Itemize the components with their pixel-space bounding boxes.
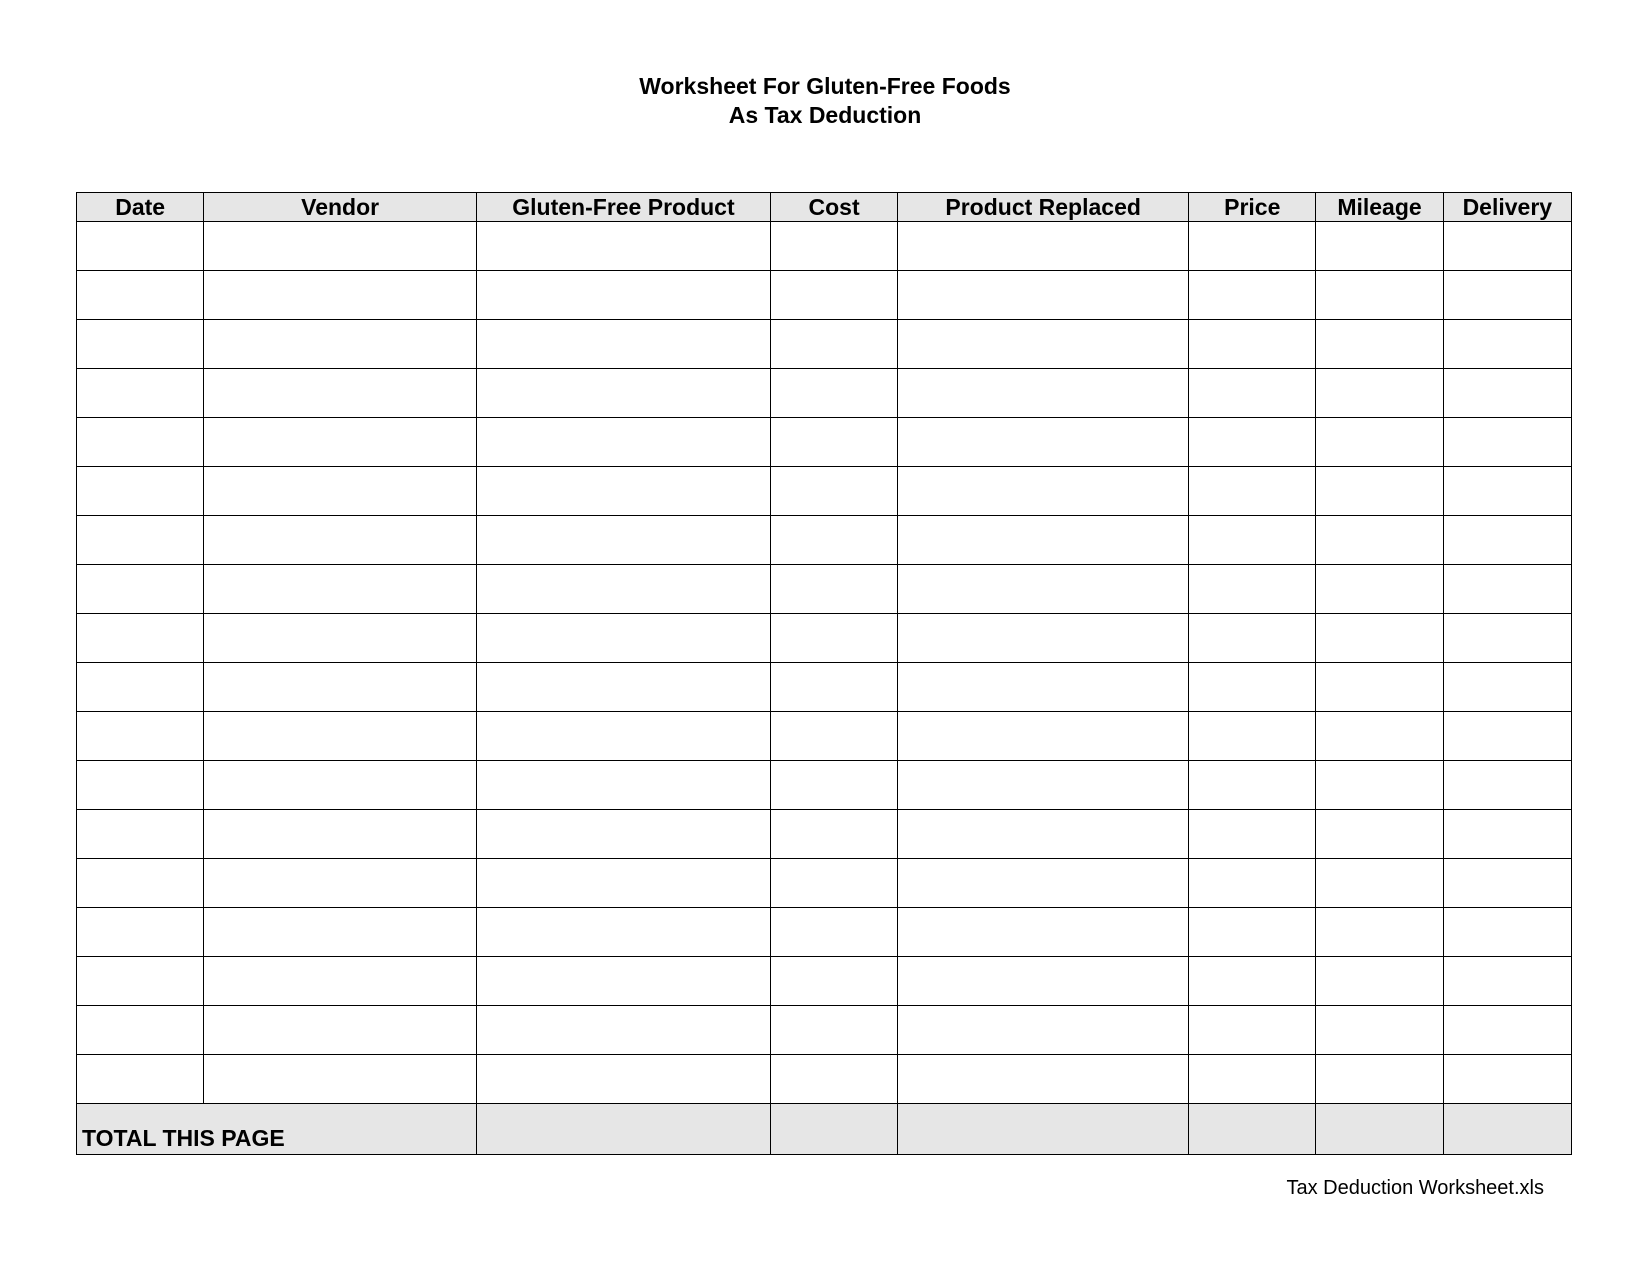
title-line-1: Worksheet For Gluten-Free Foods bbox=[639, 73, 1011, 99]
cell-vendor[interactable] bbox=[204, 908, 477, 957]
cell-delivery[interactable] bbox=[1443, 271, 1571, 320]
cell-price[interactable] bbox=[1189, 565, 1316, 614]
total-label: TOTAL THIS PAGE bbox=[77, 1104, 477, 1155]
table-row bbox=[77, 957, 1572, 1006]
cell-gluten-free-product[interactable] bbox=[477, 810, 771, 859]
cell-cost[interactable] bbox=[770, 908, 897, 957]
cell-product-replaced[interactable] bbox=[898, 957, 1189, 1006]
cell-vendor[interactable] bbox=[204, 663, 477, 712]
cell-product-replaced[interactable] bbox=[898, 810, 1189, 859]
cell-price[interactable] bbox=[1189, 516, 1316, 565]
table-row bbox=[77, 1055, 1572, 1104]
cell-gluten-free-product[interactable] bbox=[477, 614, 771, 663]
cell-cost[interactable] bbox=[770, 712, 897, 761]
table-row bbox=[77, 859, 1572, 908]
table-row bbox=[77, 1006, 1572, 1055]
cell-date[interactable] bbox=[77, 222, 204, 271]
footer-filename: Tax Deduction Worksheet.xls bbox=[1286, 1177, 1544, 1199]
cell-price[interactable] bbox=[1189, 810, 1316, 859]
cell-delivery[interactable] bbox=[1443, 565, 1571, 614]
cell-date[interactable] bbox=[77, 418, 204, 467]
cell-date[interactable] bbox=[77, 467, 204, 516]
column-header-vendor: Vendor bbox=[204, 193, 477, 222]
cell-gluten-free-product[interactable] bbox=[477, 320, 771, 369]
cell-mileage[interactable] bbox=[1316, 908, 1443, 957]
cell-gluten-free-product[interactable] bbox=[477, 712, 771, 761]
table-row bbox=[77, 271, 1572, 320]
cell-price[interactable] bbox=[1189, 369, 1316, 418]
table-row bbox=[77, 467, 1572, 516]
cell-product-replaced[interactable] bbox=[898, 320, 1189, 369]
column-header-date: Date bbox=[77, 193, 204, 222]
cell-date[interactable] bbox=[77, 565, 204, 614]
cell-date[interactable] bbox=[77, 761, 204, 810]
cell-product-replaced[interactable] bbox=[898, 761, 1189, 810]
cell-delivery[interactable] bbox=[1443, 320, 1571, 369]
cell-gluten-free-product[interactable] bbox=[477, 957, 771, 1006]
total-row bbox=[77, 1104, 1572, 1155]
table-row bbox=[77, 516, 1572, 565]
cell-price[interactable] bbox=[1189, 957, 1316, 1006]
table-row bbox=[77, 222, 1572, 271]
cell-product-replaced[interactable] bbox=[898, 1006, 1189, 1055]
cell-vendor[interactable] bbox=[204, 467, 477, 516]
cell-gluten-free-product[interactable] bbox=[477, 418, 771, 467]
cell-price[interactable] bbox=[1189, 467, 1316, 516]
cell-date[interactable] bbox=[77, 320, 204, 369]
cell-price[interactable] bbox=[1189, 663, 1316, 712]
cell-vendor[interactable] bbox=[204, 565, 477, 614]
cell-date[interactable] bbox=[77, 712, 204, 761]
cell-mileage[interactable] bbox=[1316, 369, 1443, 418]
cell-mileage[interactable] bbox=[1316, 320, 1443, 369]
worksheet-table bbox=[76, 192, 1572, 1155]
cell-mileage[interactable] bbox=[1316, 957, 1443, 1006]
cell-price[interactable] bbox=[1189, 1006, 1316, 1055]
cell-date[interactable] bbox=[77, 810, 204, 859]
cell-delivery[interactable] bbox=[1443, 712, 1571, 761]
cell-cost[interactable] bbox=[770, 369, 897, 418]
cell-gluten-free-product[interactable] bbox=[477, 1006, 771, 1055]
cell-delivery[interactable] bbox=[1443, 761, 1571, 810]
cell-vendor[interactable] bbox=[204, 418, 477, 467]
cell-gluten-free-product[interactable] bbox=[477, 761, 771, 810]
cell-product-replaced[interactable] bbox=[898, 271, 1189, 320]
cell-cost[interactable] bbox=[770, 271, 897, 320]
cell-product-replaced[interactable] bbox=[898, 663, 1189, 712]
cell-gluten-free-product[interactable] bbox=[477, 859, 771, 908]
cell-cost[interactable] bbox=[770, 957, 897, 1006]
cell-delivery[interactable] bbox=[1443, 908, 1571, 957]
cell-date[interactable] bbox=[77, 271, 204, 320]
title-line-2: As Tax Deduction bbox=[728, 102, 922, 128]
column-header-gluten-free-product: Gluten-Free Product bbox=[477, 193, 771, 222]
cell-cost[interactable] bbox=[770, 516, 897, 565]
cell-price[interactable] bbox=[1189, 908, 1316, 957]
cell-date[interactable] bbox=[77, 1006, 204, 1055]
entry-rows bbox=[77, 222, 1572, 1104]
worksheet-title bbox=[0, 72, 1650, 130]
cell-vendor[interactable] bbox=[204, 957, 477, 1006]
cell-gluten-free-product[interactable] bbox=[477, 908, 771, 957]
cell-date[interactable] bbox=[77, 908, 204, 957]
cell-mileage[interactable] bbox=[1316, 418, 1443, 467]
cell-vendor[interactable] bbox=[204, 271, 477, 320]
cell-gluten-free-product[interactable] bbox=[477, 663, 771, 712]
table-row bbox=[77, 614, 1572, 663]
cell-product-replaced[interactable] bbox=[898, 1055, 1189, 1104]
cell-product-replaced[interactable] bbox=[898, 908, 1189, 957]
cell-delivery[interactable] bbox=[1443, 369, 1571, 418]
cell-date[interactable] bbox=[77, 663, 204, 712]
cell-mileage[interactable] bbox=[1316, 516, 1443, 565]
table-row bbox=[77, 320, 1572, 369]
cell-mileage[interactable] bbox=[1316, 761, 1443, 810]
cell-vendor[interactable] bbox=[204, 761, 477, 810]
cell-cost[interactable] bbox=[770, 565, 897, 614]
cell-product-replaced[interactable] bbox=[898, 859, 1189, 908]
cell-cost[interactable] bbox=[770, 663, 897, 712]
cell-date[interactable] bbox=[77, 369, 204, 418]
cell-delivery[interactable] bbox=[1443, 614, 1571, 663]
cell-cost[interactable] bbox=[770, 467, 897, 516]
column-header-mileage: Mileage bbox=[1316, 193, 1443, 222]
cell-delivery[interactable] bbox=[1443, 810, 1571, 859]
cell-delivery[interactable] bbox=[1443, 1006, 1571, 1055]
cell-delivery[interactable] bbox=[1443, 957, 1571, 1006]
cell-cost[interactable] bbox=[770, 418, 897, 467]
table-row bbox=[77, 712, 1572, 761]
cell-product-replaced[interactable] bbox=[898, 565, 1189, 614]
cell-delivery[interactable] bbox=[1443, 859, 1571, 908]
total-cell-delivery[interactable] bbox=[1443, 1104, 1571, 1155]
cell-price[interactable] bbox=[1189, 859, 1316, 908]
cell-vendor[interactable] bbox=[204, 222, 477, 271]
cell-delivery[interactable] bbox=[1443, 418, 1571, 467]
column-header-product-replaced: Product Replaced bbox=[898, 193, 1189, 222]
table-row bbox=[77, 761, 1572, 810]
table-row bbox=[77, 810, 1572, 859]
cell-mileage[interactable] bbox=[1316, 1055, 1443, 1104]
cell-vendor[interactable] bbox=[204, 810, 477, 859]
cell-cost[interactable] bbox=[770, 222, 897, 271]
table-row bbox=[77, 565, 1572, 614]
cell-gluten-free-product[interactable] bbox=[477, 271, 771, 320]
cell-gluten-free-product[interactable] bbox=[477, 369, 771, 418]
cell-delivery[interactable] bbox=[1443, 1055, 1571, 1104]
cell-mileage[interactable] bbox=[1316, 565, 1443, 614]
column-header-cost: Cost bbox=[770, 193, 897, 222]
cell-date[interactable] bbox=[77, 957, 204, 1006]
table-row bbox=[77, 369, 1572, 418]
cell-vendor[interactable] bbox=[204, 516, 477, 565]
cell-product-replaced[interactable] bbox=[898, 418, 1189, 467]
cell-price[interactable] bbox=[1189, 712, 1316, 761]
cell-product-replaced[interactable] bbox=[898, 222, 1189, 271]
cell-mileage[interactable] bbox=[1316, 222, 1443, 271]
cell-vendor[interactable] bbox=[204, 712, 477, 761]
cell-delivery[interactable] bbox=[1443, 663, 1571, 712]
cell-vendor[interactable] bbox=[204, 320, 477, 369]
cell-gluten-free-product[interactable] bbox=[477, 565, 771, 614]
cell-price[interactable] bbox=[1189, 614, 1316, 663]
cell-vendor[interactable] bbox=[204, 1055, 477, 1104]
cell-cost[interactable] bbox=[770, 810, 897, 859]
cell-mileage[interactable] bbox=[1316, 1006, 1443, 1055]
cell-gluten-free-product[interactable] bbox=[477, 222, 771, 271]
cell-price[interactable] bbox=[1189, 320, 1316, 369]
table-row bbox=[77, 418, 1572, 467]
column-header-price: Price bbox=[1189, 193, 1316, 222]
cell-cost[interactable] bbox=[770, 1006, 897, 1055]
total-cell-cost[interactable] bbox=[770, 1104, 897, 1155]
cell-product-replaced[interactable] bbox=[898, 467, 1189, 516]
table-row bbox=[77, 908, 1572, 957]
cell-delivery[interactable] bbox=[1443, 222, 1571, 271]
total-cell-mileage[interactable] bbox=[1316, 1104, 1443, 1155]
cell-vendor[interactable] bbox=[204, 1006, 477, 1055]
cell-vendor[interactable] bbox=[204, 859, 477, 908]
cell-mileage[interactable] bbox=[1316, 467, 1443, 516]
cell-vendor[interactable] bbox=[204, 614, 477, 663]
cell-cost[interactable] bbox=[770, 614, 897, 663]
cell-mileage[interactable] bbox=[1316, 810, 1443, 859]
cell-price[interactable] bbox=[1189, 418, 1316, 467]
cell-product-replaced[interactable] bbox=[898, 712, 1189, 761]
cell-price[interactable] bbox=[1189, 271, 1316, 320]
cell-gluten-free-product[interactable] bbox=[477, 1055, 771, 1104]
cell-mileage[interactable] bbox=[1316, 859, 1443, 908]
cell-cost[interactable] bbox=[770, 1055, 897, 1104]
cell-mileage[interactable] bbox=[1316, 271, 1443, 320]
cell-cost[interactable] bbox=[770, 859, 897, 908]
cell-product-replaced[interactable] bbox=[898, 614, 1189, 663]
cell-mileage[interactable] bbox=[1316, 663, 1443, 712]
cell-date[interactable] bbox=[77, 516, 204, 565]
cell-date[interactable] bbox=[77, 859, 204, 908]
total-cell-price[interactable] bbox=[1189, 1104, 1316, 1155]
cell-price[interactable] bbox=[1189, 1055, 1316, 1104]
cell-vendor[interactable] bbox=[204, 369, 477, 418]
total-cell-gluten-free-product[interactable] bbox=[477, 1104, 771, 1155]
cell-gluten-free-product[interactable] bbox=[477, 467, 771, 516]
cell-mileage[interactable] bbox=[1316, 712, 1443, 761]
cell-price[interactable] bbox=[1189, 222, 1316, 271]
table-row bbox=[77, 663, 1572, 712]
header-row bbox=[77, 193, 1572, 222]
column-header-delivery: Delivery bbox=[1443, 193, 1571, 222]
cell-date[interactable] bbox=[77, 1055, 204, 1104]
cell-gluten-free-product[interactable] bbox=[477, 516, 771, 565]
cell-delivery[interactable] bbox=[1443, 467, 1571, 516]
cell-mileage[interactable] bbox=[1316, 614, 1443, 663]
cell-cost[interactable] bbox=[770, 320, 897, 369]
total-cell-product-replaced[interactable] bbox=[898, 1104, 1189, 1155]
cell-cost[interactable] bbox=[770, 761, 897, 810]
cell-price[interactable] bbox=[1189, 761, 1316, 810]
cell-product-replaced[interactable] bbox=[898, 369, 1189, 418]
cell-delivery[interactable] bbox=[1443, 516, 1571, 565]
cell-date[interactable] bbox=[77, 614, 204, 663]
cell-product-replaced[interactable] bbox=[898, 516, 1189, 565]
